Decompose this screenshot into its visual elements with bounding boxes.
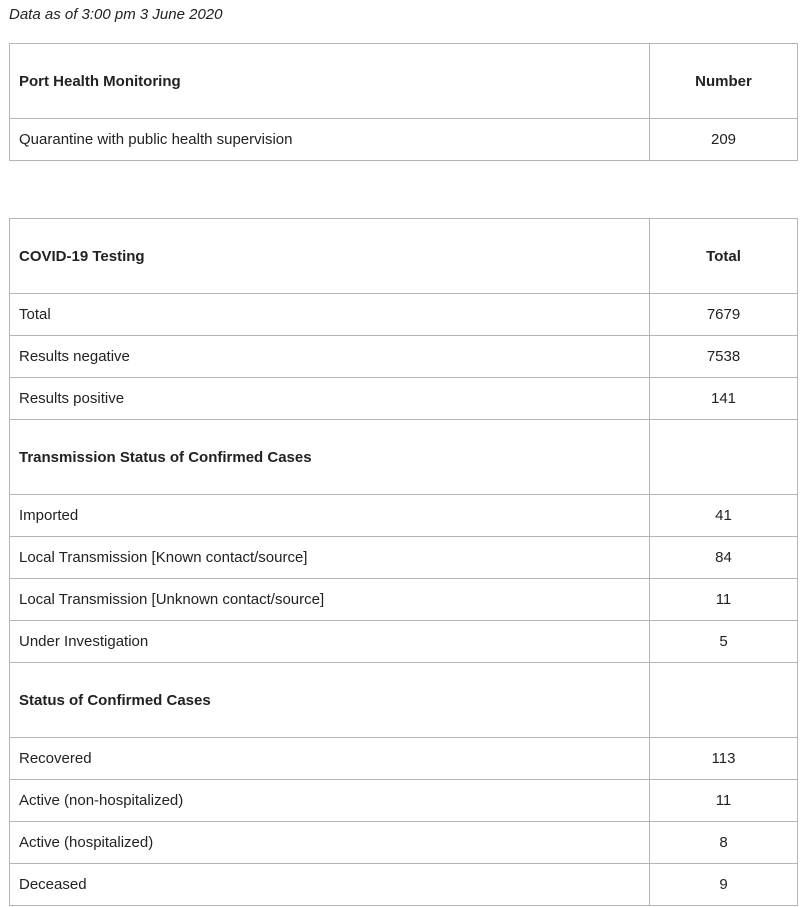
row-value: 141: [650, 378, 798, 420]
table-header-row: [10, 44, 798, 119]
table-row: [10, 294, 798, 336]
table-header-row: [10, 219, 798, 294]
confirmed-status-heading: Status of Confirmed Cases: [10, 663, 650, 738]
total-column-heading: Total: [650, 219, 798, 294]
row-value: 7538: [650, 336, 798, 378]
row-label: Active (hospitalized): [10, 822, 650, 864]
row-value: 11: [650, 579, 798, 621]
row-label: Local Transmission [Unknown contact/source]: [10, 579, 650, 621]
row-value: 9: [650, 864, 798, 906]
row-value: 8: [650, 822, 798, 864]
row-label: Local Transmission [Known contact/source]: [10, 537, 650, 579]
table-row: [10, 579, 798, 621]
table-row: [10, 780, 798, 822]
section-header-row: [10, 420, 798, 495]
table-row: [10, 336, 798, 378]
table-row: [10, 495, 798, 537]
row-value: 84: [650, 537, 798, 579]
row-value: 7679: [650, 294, 798, 336]
row-value: 113: [650, 738, 798, 780]
port-health-heading: Port Health Monitoring: [10, 44, 650, 119]
table-row: [10, 378, 798, 420]
row-label: Quarantine with public health supervision: [10, 119, 650, 161]
table-row: [10, 822, 798, 864]
row-label: Total: [10, 294, 650, 336]
empty-cell: [650, 663, 798, 738]
row-value: 209: [650, 119, 798, 161]
table-row: [10, 864, 798, 906]
table-row: [10, 119, 798, 161]
row-label: Under Investigation: [10, 621, 650, 663]
row-label: Results positive: [10, 378, 650, 420]
table-row: [10, 621, 798, 663]
row-label: Active (non-hospitalized): [10, 780, 650, 822]
row-value: 5: [650, 621, 798, 663]
port-health-table: [9, 43, 798, 161]
empty-cell: [650, 420, 798, 495]
covid-testing-table: [9, 218, 798, 906]
covid-testing-heading: COVID-19 Testing: [10, 219, 650, 294]
row-label: Deceased: [10, 864, 650, 906]
table-row: [10, 537, 798, 579]
row-label: Results negative: [10, 336, 650, 378]
data-timestamp: Data as of 3:00 pm 3 June 2020: [9, 6, 223, 23]
section-header-row: [10, 663, 798, 738]
row-value: 41: [650, 495, 798, 537]
transmission-status-heading: Transmission Status of Confirmed Cases: [10, 420, 650, 495]
table-row: [10, 738, 798, 780]
row-value: 11: [650, 780, 798, 822]
row-label: Imported: [10, 495, 650, 537]
row-label: Recovered: [10, 738, 650, 780]
number-column-heading: Number: [650, 44, 798, 119]
